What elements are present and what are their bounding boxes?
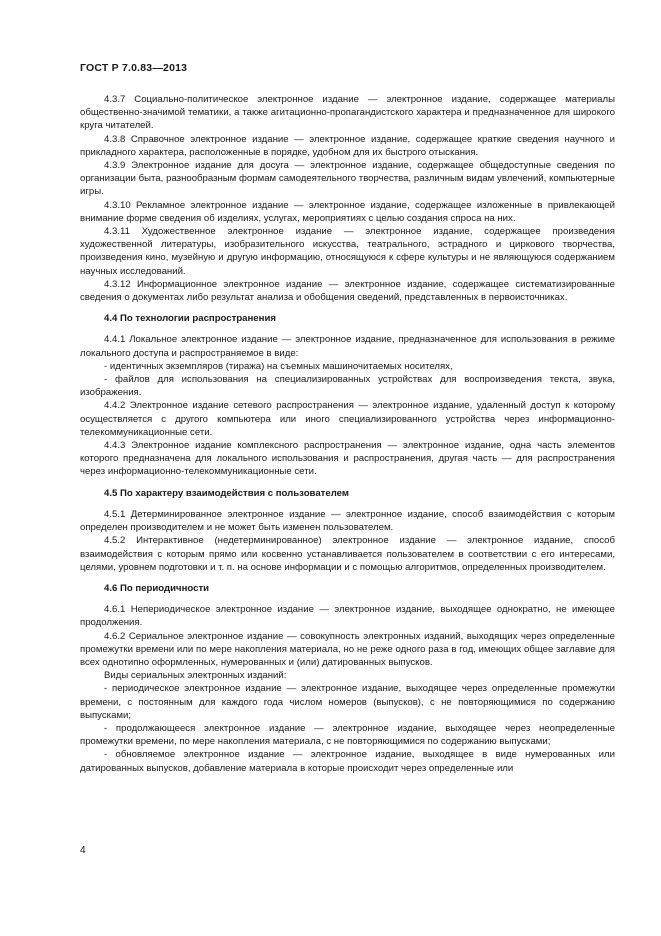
document-body bbox=[80, 93, 615, 775]
paragraph: 4.3.10 Рекламное электронное издание — электронное издание, содержащее изложенные в привлекающей внимание форме сведения об изделиях, услугах, мероприятиях с целью создания спроса на них. bbox=[80, 199, 615, 224]
paragraph: 4.3.12 Информационное электронное издание — электронное издание, содержащее систематизированные сведения о документах либо результат анализа и обобщения сведений, представленных в первоисточниках. bbox=[80, 278, 615, 304]
section-heading: 4.6 По периодичности bbox=[104, 582, 210, 594]
paragraph: 4.5.1 Детерминированное электронное издание — электронное издание, способ взаимодействия с которым определен производителем и не может быть изменен пользователем. bbox=[80, 508, 615, 534]
paragraph: 4.5.2 Интерактивное (недетерминированное) электронное издание — электронное издание, способ взаимодействия с которым прямо или косвенно устанавливается пользователем в соответствии с его интересами, целями, уровнем подготовки и т. п. на основе информации и с помощью алгоритмов, определенных производителем. bbox=[80, 535, 615, 573]
paragraph: 4.3.8 Справочное электронное издание — электронное издание, содержащее краткие сведения научного и прикладного характера, расположенные в порядке, удобном для их быстрого отыскания. bbox=[80, 133, 615, 158]
paragraph: 4.6.1 Непериодическое электронное издание — электронное издание, выходящее однократно, не имеющее продолжения. bbox=[80, 604, 615, 629]
paragraph: 4.6.2 Сериальное электронное издание — совокупность электронных изданий, выходящих через определенные промежутки времени или по мере накопления материала, но не реже одного раза в год, имеющих общее заглавие для всех однотипно оформленных, нумерованных и (или) датированных выпусков. bbox=[80, 630, 615, 668]
list-item: - продолжающееся электронное издание — электронное издание, выходящее через неопределенные промежутки времени, по мере накопления материала, с не повторяющимися по содержанию выпусками; bbox=[80, 722, 615, 748]
paragraph: 4.4.3 Электронное издание комплексного распространения — электронное издание, одна часть элементов которого предназначена для локального использования и распространения, другая часть — для распространения через информационно-телекоммуникационные сети. bbox=[80, 440, 615, 478]
paragraph: 4.3.9 Электронное издание для досуга — электронное издание, содержащее общедоступные сведения по организации быта, разнообразным формам самодеятельного творчества, различным видам увлечений, компьютерные игры. bbox=[80, 160, 615, 198]
paragraph: Виды сериальных электронных изданий: bbox=[104, 670, 287, 682]
paragraph: 4.3.7 Социально-политическое электронное издание — электронное издание, содержащее материалы общественно-значимой тематики, а также агитационно-пропагандистского характера и предназначенное для широкого круга читателей. bbox=[80, 94, 615, 132]
list-item: - обновляемое электронное издание — электронное издание, выходящее в виде нумерованных или датированных выпусков, добавление материала в которые происходит через определенные или bbox=[80, 749, 615, 774]
section-heading: 4.4 По технологии распространения bbox=[104, 313, 276, 325]
section-heading: 4.5 По характеру взаимодействия с пользователем bbox=[104, 487, 349, 499]
paragraph: 4.4.1 Локальное электронное издание — электронное издание, предназначенное для использования в режиме локального доступа и распространяемое в виде: bbox=[80, 334, 615, 359]
document-header: ГОСТ Р 7.0.83—2013 bbox=[80, 62, 188, 74]
paragraph: 4.4.2 Электронное издание сетевого распространения — электронное издание, удаленный доступ к которому осуществляется с другого компьютера или иного специализированного устройства через информационно-телекоммуникационные сети. bbox=[80, 400, 615, 438]
list-item: - периодическое электронное издание — электронное издание, выходящее через определенные промежутки времени, с постоянным для каждого года числом номеров (выпусков), с не повторяющимися по содержанию выпусками; bbox=[80, 683, 615, 721]
list-item: - файлов для использования на специализированных устройствах для воспроизведения текста, звука, изображения. bbox=[80, 374, 615, 399]
list-item: - идентичных экземпляров (тиража) на съемных машиночитаемых носителях, bbox=[104, 360, 453, 372]
page-number: 4 bbox=[80, 845, 86, 856]
paragraph: 4.3.11 Художественное электронное издание — электронное издание, содержащее произведения художественной литературы, изобразительного искусства, театрального, эстрадного и циркового творчества, произведения кино, музейную и другую информацию, относящуюся к сфере культуры и не являющуюся содержанием научных исследований. bbox=[80, 226, 615, 277]
